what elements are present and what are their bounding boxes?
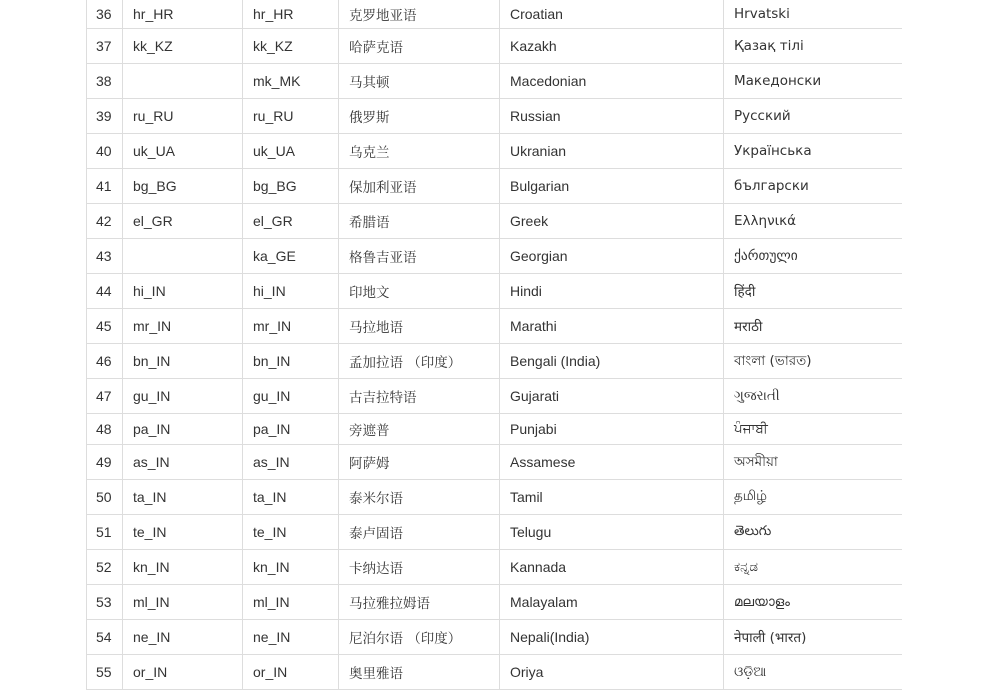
language-name-chinese: 旁遮普: [339, 414, 500, 445]
language-name-native: Македонски: [724, 64, 903, 99]
table-row: [87, 379, 903, 414]
locale-code-secondary: ta_IN: [243, 480, 339, 515]
language-name-english: Kazakh: [500, 29, 724, 64]
row-number: 47: [87, 379, 123, 414]
language-name-native: Hrvatski: [724, 0, 903, 29]
locale-code-secondary: hi_IN: [243, 274, 339, 309]
locale-code-primary: [123, 239, 243, 274]
locale-code-secondary: as_IN: [243, 445, 339, 480]
locale-code-primary: kn_IN: [123, 550, 243, 585]
language-name-native: हिंदी: [724, 274, 903, 309]
locale-code-primary: te_IN: [123, 515, 243, 550]
row-number: 50: [87, 480, 123, 515]
row-number: 36: [87, 0, 123, 29]
table-row: [87, 655, 903, 690]
locale-code-secondary: ml_IN: [243, 585, 339, 620]
language-table-container: [86, 0, 902, 696]
language-name-chinese: 泰米尔语: [339, 480, 500, 515]
row-number: 41: [87, 169, 123, 204]
language-name-native: ଓଡ଼ିଆ: [724, 655, 903, 690]
row-number: 40: [87, 134, 123, 169]
language-name-english: Punjabi: [500, 414, 724, 445]
locale-code-secondary: te_IN: [243, 515, 339, 550]
language-name-chinese: 格鲁吉亚语: [339, 239, 500, 274]
language-table: [86, 0, 902, 690]
language-name-english: Tamil: [500, 480, 724, 515]
locale-code-secondary: ru_RU: [243, 99, 339, 134]
locale-code-secondary: or_IN: [243, 655, 339, 690]
row-number: 52: [87, 550, 123, 585]
locale-code-primary: [123, 64, 243, 99]
row-number: 51: [87, 515, 123, 550]
table-row: [87, 414, 903, 445]
row-number: 49: [87, 445, 123, 480]
language-name-native: Ελληνικά: [724, 204, 903, 239]
row-number: 38: [87, 64, 123, 99]
locale-code-primary: ru_RU: [123, 99, 243, 134]
language-name-chinese: 孟加拉语 （印度）: [339, 344, 500, 379]
language-name-chinese: 印地文: [339, 274, 500, 309]
locale-code-primary: gu_IN: [123, 379, 243, 414]
language-name-english: Marathi: [500, 309, 724, 344]
language-name-chinese: 俄罗斯: [339, 99, 500, 134]
locale-code-secondary: bn_IN: [243, 344, 339, 379]
table-row: [87, 445, 903, 480]
language-name-native: தமிழ்: [724, 480, 903, 515]
language-name-native: Русский: [724, 99, 903, 134]
table-row: [87, 239, 903, 274]
language-name-native: অসমীয়া: [724, 445, 903, 480]
locale-code-secondary: hr_HR: [243, 0, 339, 29]
language-name-chinese: 马拉雅拉姆语: [339, 585, 500, 620]
row-number: 37: [87, 29, 123, 64]
language-name-chinese: 马其顿: [339, 64, 500, 99]
row-number: 43: [87, 239, 123, 274]
locale-code-primary: uk_UA: [123, 134, 243, 169]
language-name-english: Assamese: [500, 445, 724, 480]
row-number: 39: [87, 99, 123, 134]
language-name-native: मराठी: [724, 309, 903, 344]
language-name-english: Macedonian: [500, 64, 724, 99]
locale-code-primary: or_IN: [123, 655, 243, 690]
language-name-chinese: 哈萨克语: [339, 29, 500, 64]
table-row: [87, 309, 903, 344]
table-row: [87, 344, 903, 379]
language-name-chinese: 克罗地亚语: [339, 0, 500, 29]
language-name-english: Georgian: [500, 239, 724, 274]
language-name-chinese: 泰卢固语: [339, 515, 500, 550]
table-row: [87, 134, 903, 169]
locale-code-secondary: bg_BG: [243, 169, 339, 204]
language-name-native: Қазақ тілі: [724, 29, 903, 64]
language-name-english: Nepali(India): [500, 620, 724, 655]
locale-code-primary: as_IN: [123, 445, 243, 480]
language-name-chinese: 奥里雅语: [339, 655, 500, 690]
locale-code-primary: ne_IN: [123, 620, 243, 655]
language-name-chinese: 希腊语: [339, 204, 500, 239]
locale-code-secondary: uk_UA: [243, 134, 339, 169]
row-number: 54: [87, 620, 123, 655]
language-name-native: नेपाली (भारत): [724, 620, 903, 655]
locale-code-primary: ml_IN: [123, 585, 243, 620]
language-name-native: മലയാളം: [724, 585, 903, 620]
locale-code-secondary: gu_IN: [243, 379, 339, 414]
table-row: [87, 480, 903, 515]
language-name-chinese: 马拉地语: [339, 309, 500, 344]
language-name-native: ਪੰਜਾਬੀ: [724, 414, 903, 445]
language-name-english: Russian: [500, 99, 724, 134]
locale-code-secondary: kn_IN: [243, 550, 339, 585]
language-name-native: ગુજરાતી: [724, 379, 903, 414]
language-name-native: বাংলা (ভারত): [724, 344, 903, 379]
locale-code-primary: el_GR: [123, 204, 243, 239]
language-name-native: ಕನ್ನಡ: [724, 550, 903, 585]
locale-code-secondary: mr_IN: [243, 309, 339, 344]
language-name-chinese: 乌克兰: [339, 134, 500, 169]
language-name-english: Croatian: [500, 0, 724, 29]
language-name-english: Kannada: [500, 550, 724, 585]
language-name-english: Bengali (India): [500, 344, 724, 379]
language-name-chinese: 古吉拉特语: [339, 379, 500, 414]
row-number: 42: [87, 204, 123, 239]
row-number: 55: [87, 655, 123, 690]
locale-code-secondary: el_GR: [243, 204, 339, 239]
language-name-chinese: 保加利亚语: [339, 169, 500, 204]
table-row: [87, 29, 903, 64]
table-row: [87, 99, 903, 134]
table-row: [87, 274, 903, 309]
locale-code-primary: ta_IN: [123, 480, 243, 515]
table-row: [87, 550, 903, 585]
locale-code-secondary: kk_KZ: [243, 29, 339, 64]
language-name-english: Greek: [500, 204, 724, 239]
table-row: [87, 169, 903, 204]
language-name-english: Ukranian: [500, 134, 724, 169]
language-name-chinese: 尼泊尔语 （印度）: [339, 620, 500, 655]
table-row: [87, 0, 903, 29]
table-row: [87, 204, 903, 239]
row-number: 53: [87, 585, 123, 620]
language-name-english: Oriya: [500, 655, 724, 690]
language-name-english: Bulgarian: [500, 169, 724, 204]
table-row: [87, 515, 903, 550]
language-name-chinese: 阿萨姆: [339, 445, 500, 480]
table-row: [87, 620, 903, 655]
locale-code-primary: bg_BG: [123, 169, 243, 204]
locale-code-secondary: ne_IN: [243, 620, 339, 655]
locale-code-primary: hr_HR: [123, 0, 243, 29]
table-row: [87, 64, 903, 99]
locale-code-primary: bn_IN: [123, 344, 243, 379]
language-name-native: తెలుగు: [724, 515, 903, 550]
locale-code-secondary: ka_GE: [243, 239, 339, 274]
locale-code-primary: hi_IN: [123, 274, 243, 309]
language-name-english: Gujarati: [500, 379, 724, 414]
language-name-native: ქართული: [724, 239, 903, 274]
language-name-chinese: 卡纳达语: [339, 550, 500, 585]
table-row: [87, 585, 903, 620]
language-name-native: български: [724, 169, 903, 204]
row-number: 44: [87, 274, 123, 309]
language-name-english: Telugu: [500, 515, 724, 550]
locale-code-primary: pa_IN: [123, 414, 243, 445]
locale-code-secondary: mk_MK: [243, 64, 339, 99]
language-name-native: Українська: [724, 134, 903, 169]
locale-code-secondary: pa_IN: [243, 414, 339, 445]
language-name-english: Hindi: [500, 274, 724, 309]
language-table-body: [87, 0, 903, 690]
row-number: 48: [87, 414, 123, 445]
row-number: 45: [87, 309, 123, 344]
row-number: 46: [87, 344, 123, 379]
locale-code-primary: kk_KZ: [123, 29, 243, 64]
language-name-english: Malayalam: [500, 585, 724, 620]
locale-code-primary: mr_IN: [123, 309, 243, 344]
